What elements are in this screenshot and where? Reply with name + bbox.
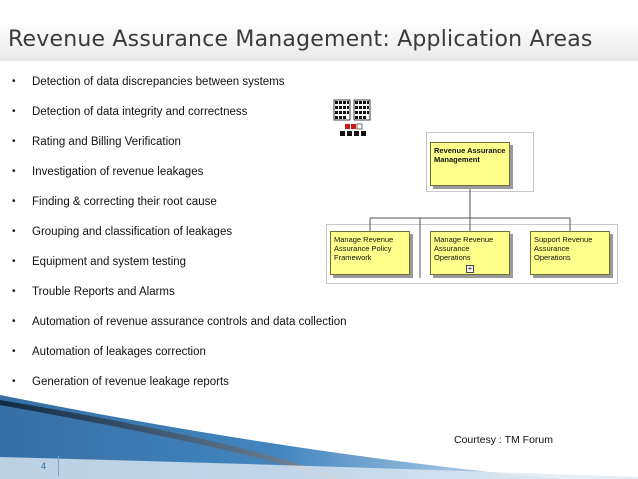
bullet-text: Generation of revenue leakage reports <box>32 376 229 388</box>
bullet-text: Automation of revenue assurance controls and data collection <box>32 316 347 328</box>
bullet-dot: • <box>12 196 16 207</box>
org-box-support-operations: Support Revenue Assurance Operations <box>530 231 610 275</box>
bullet-text: Grouping and classification of leakages <box>32 226 233 238</box>
bullet-item <box>10 310 390 340</box>
bullet-item <box>10 340 390 370</box>
expand-icon[interactable]: + <box>467 264 473 273</box>
bullet-item <box>10 70 390 100</box>
footer-divider <box>58 456 59 476</box>
bullet-dot: • <box>12 76 16 87</box>
bullet-text: Detection of data discrepancies between systems <box>32 76 285 88</box>
bullet-dot: • <box>12 376 16 387</box>
org-box-operations-label: Manage Revenue Assurance Operations <box>434 235 494 262</box>
bullet-text: Equipment and system testing <box>32 256 187 268</box>
bullet-dot: • <box>12 166 16 177</box>
bullet-text: Finding & correcting their root cause <box>32 196 217 208</box>
org-chart <box>322 128 622 288</box>
org-box-root: Revenue Assurance Management <box>430 142 510 186</box>
footer-swoosh <box>0 395 638 479</box>
bullet-text: Investigation of revenue leakages <box>32 166 204 178</box>
bullet-text: Rating and Billing Verification <box>32 136 181 148</box>
bullet-dot: • <box>12 256 16 267</box>
bullet-text: Automation of leakages correction <box>32 346 206 358</box>
page-number: 4 <box>41 461 47 471</box>
bullet-text: Detection of data integrity and correctness <box>32 106 248 118</box>
bullet-dot: • <box>12 286 16 297</box>
org-box-policy-framework: Manage Revenue Assurance Policy Framework <box>330 231 410 275</box>
bullet-dot: • <box>12 136 16 147</box>
courtesy-note: Courtesy : TM Forum <box>454 434 553 446</box>
bullet-dot: • <box>12 316 16 327</box>
bullet-dot: • <box>12 346 16 357</box>
slide-title: Revenue Assurance Management: Application Areas <box>8 27 593 52</box>
bullet-dot: • <box>12 226 16 237</box>
bullet-text: Trouble Reports and Alarms <box>32 286 175 298</box>
bullet-dot: • <box>12 106 16 117</box>
